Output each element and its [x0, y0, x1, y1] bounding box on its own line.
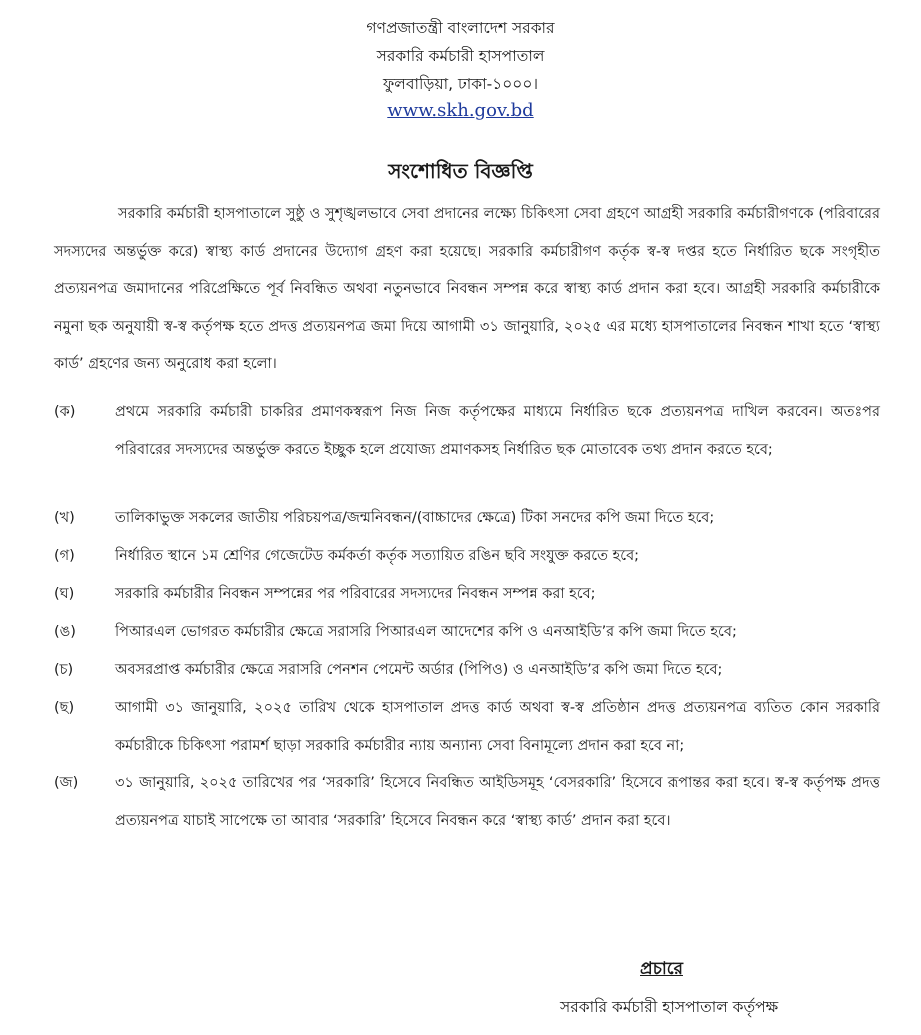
item-text: পিআরএল ভোগরত কর্মচারীর ক্ষেত্রে সরাসরি পিআরএল আদেশের কপি ও এনআইডি’র কপি জমা দিতে হবে; — [115, 624, 737, 640]
website-link[interactable]: www.skh.gov.bd — [387, 100, 534, 121]
item-marker: (চ) — [54, 662, 74, 678]
item-text: নির্ধারিত স্থানে ১ম শ্রেণির গেজেটেড কর্মকর্তা কর্তৃক সত্যায়িত রঙিন ছবি সংযুক্ত করতে হবে; — [115, 548, 640, 564]
item-marker: (ঘ) — [54, 586, 75, 602]
list-item — [54, 764, 880, 840]
intro-paragraph: সরকারি কর্মচারী হাসপাতালে সুষ্ঠু ও সুশৃঙ্খলভাবে সেবা প্রদানের লক্ষ্যে চিকিৎসা সেবা গ্রহণে আগ্রহী সরকারি কর্মচারীগণকে (পরিবারের সদস্যদের অন্তর্ভুক্ত করে) স্বাস্থ্য কার্ড প্রদানের উদ্যোগ গ্রহণ করা হয়েছে। সরকারি কর্মচারীগণ কর্তৃক স্ব-স্ব দপ্তর হতে নির্ধারিত ছকে সংগৃহীত প্রত্যয়নপত্র জমাদানের পরিপ্রেক্ষিতে পূর্ব নিবন্ধিত অথবা নতুনভাবে নিবন্ধন সম্পন্ন করে স্বাস্থ্য কার্ড প্রদান করা হবে। আগ্রহী সরকারি কর্মচারীকে নমুনা ছক অনুযায়ী স্ব-স্ব কর্তৃপক্ষ হতে প্রদত্ত প্রত্যয়নপত্র জমা দিয়ে আগামী ৩১ জানুয়ারি, ২০২৫ এর মধ্যে হাসপাতালের নিবন্ধন শাখা হতে ‘স্বাস্থ্য কার্ড’ গ্রহণের জন্য অনুরোধ করা হলো। — [54, 206, 880, 372]
hospital-address: ফুলবাড়িয়া, ঢাকা-১০০০। — [382, 75, 538, 93]
list-item — [54, 689, 880, 765]
item-marker: (খ) — [54, 510, 75, 526]
item-text: প্রথমে সরকারি কর্মচারী চাকরির প্রমাণকস্বরূপ নিজ নিজ কর্তৃপক্ষের মাধ্যমে নির্ধারিত ছকে প্রত্যয়নপত্র দাখিল করবেন। অতঃপর পরিবারের সদস্যদের অন্তর্ভুক্ত করতে ইচ্ছুক হলে প্রযোজ্য প্রমাণকসহ নির্ধারিত ছক মোতাবেক তথ্য প্রদান করতে হবে; — [115, 404, 880, 458]
item-marker: (ঙ) — [54, 624, 76, 640]
list-item — [54, 613, 880, 651]
item-marker: (জ) — [54, 775, 79, 791]
publisher-name: সরকারি কর্মচারী হাসপাতাল কর্তৃপক্ষ — [560, 998, 779, 1016]
hospital-name: সরকারি কর্মচারী হাসপাতাল — [376, 47, 545, 65]
list-item — [54, 651, 880, 689]
list-item — [54, 393, 880, 469]
list-item — [54, 499, 880, 537]
item-text: তালিকাভুক্ত সকলের জাতীয় পরিচয়পত্র/জন্মনিবন্ধন/(বাচ্চাদের ক্ষেত্রে) টিকা সনদের কপি জমা দিতে হবে; — [115, 510, 715, 526]
item-marker: (ক) — [54, 404, 76, 420]
government-name: গণপ্রজাতন্ত্রী বাংলাদেশ সরকার — [366, 19, 555, 37]
letterhead — [0, 14, 921, 124]
list-item — [54, 575, 880, 613]
notice-title: সংশোধিত বিজ্ঞপ্তি — [388, 159, 533, 183]
item-text: ৩১ জানুয়ারি, ২০২৫ তারিখের পর ‘সরকারি’ হিসেবে নিবন্ধিত আইডিসমূহ ‘বেসরকারি’ হিসেবে রূপান্তর করা হবে। স্ব-স্ব কর্তৃপক্ষ প্রদত্ত প্রত্যয়নপত্র যাচাই সাপেক্ষে তা আবার ‘সরকারি’ হিসেবে নিবন্ধন করে ‘স্বাস্থ্য কার্ড’ প্রদান করা হবে। — [115, 775, 880, 829]
item-text: আগামী ৩১ জানুয়ারি, ২০২৫ তারিখ থেকে হাসপাতাল প্রদত্ত কার্ড অথবা স্ব-স্ব প্রতিষ্ঠান প্রদত্ত প্রত্যয়নপত্র ব্যতিত কোন সরকারি কর্মচারীকে চিকিৎসা পরামর্শ ছাড়া সরকারি কর্মচারীর ন্যায় অন্যান্য সেবা বিনামূল্যে প্রদান করা হবে না; — [115, 700, 880, 754]
list-item — [54, 537, 880, 575]
item-marker: (গ) — [54, 548, 75, 564]
item-text: সরকারি কর্মচারীর নিবন্ধন সম্পন্নের পর পরিবারের সদস্যদের নিবন্ধন সম্পন্ন করা হবে; — [115, 586, 596, 602]
item-text: অবসরপ্রাপ্ত কর্মচারীর ক্ষেত্রে সরাসরি পেনশন পেমেন্ট অর্ডার (পিপিও) ও এনআইডি’র কপি জমা দিতে হবে; — [115, 662, 723, 678]
publisher-heading: প্রচারে — [640, 959, 683, 979]
item-marker: (ছ) — [54, 700, 75, 716]
